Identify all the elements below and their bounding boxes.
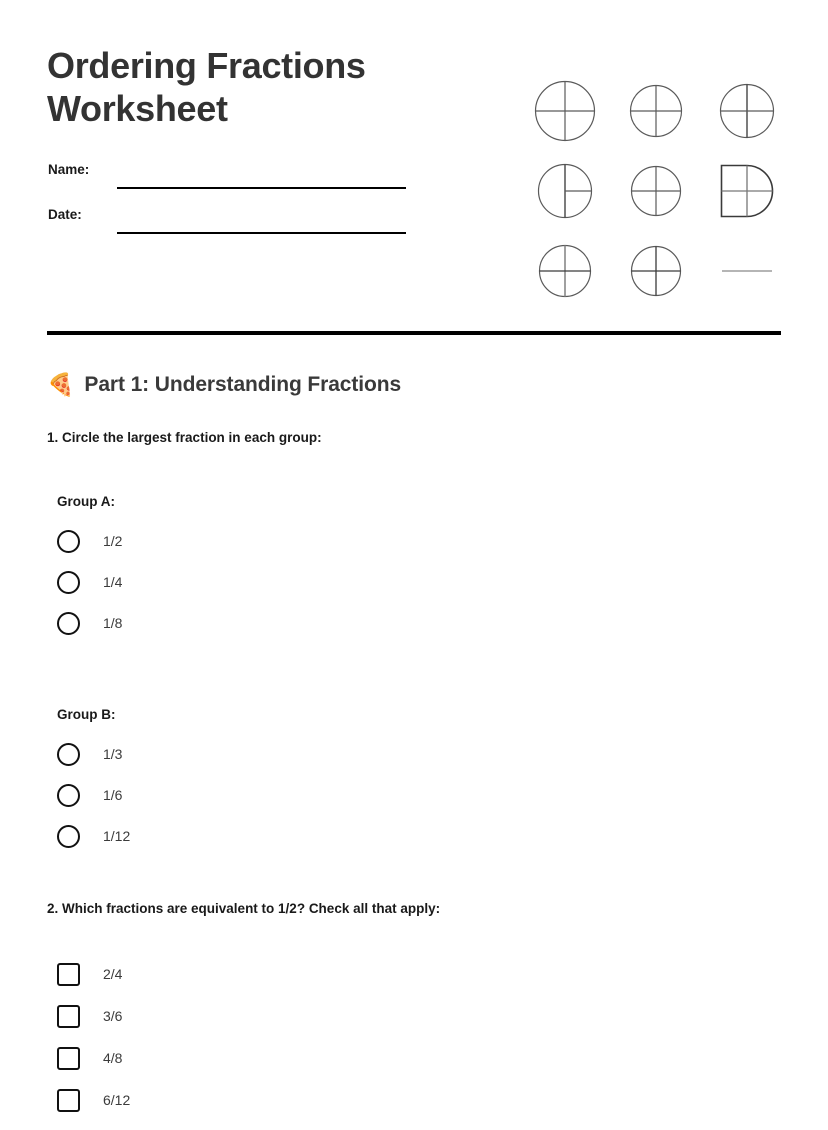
name-field-row [48, 159, 114, 181]
group-a-option-3[interactable] [57, 611, 122, 635]
radio-button-icon[interactable] [57, 784, 80, 807]
question-2-option-3-label: 4/8 [103, 1049, 123, 1066]
fraction-shape-circle-3 [716, 80, 778, 142]
question-2-option-2[interactable] [57, 1004, 130, 1028]
group-a-label: Group A: [57, 494, 115, 509]
checkbox-icon[interactable] [57, 1089, 80, 1112]
radio-button-icon[interactable] [57, 825, 80, 848]
question-1-prompt: 1. Circle the largest fraction in each group: [47, 430, 322, 445]
group-a-option-2-label: 1/4 [103, 573, 123, 590]
question-2-option-4[interactable] [57, 1088, 130, 1112]
group-a-option-1[interactable] [57, 529, 122, 553]
group-a-option-2[interactable] [57, 570, 122, 594]
part1-heading-label: Part 1: Understanding Fractions [84, 373, 402, 396]
radio-button-icon[interactable] [57, 612, 80, 635]
name-field-label: Name: [48, 162, 90, 177]
question-2-option-1[interactable] [57, 962, 130, 986]
fraction-shape-circle-2 [625, 80, 687, 142]
fraction-shape-circle-1 [534, 80, 596, 142]
group-a-option-1-label: 1/2 [103, 532, 123, 549]
question-2-options [57, 962, 130, 1130]
name-field-writing-line[interactable] [117, 187, 406, 189]
group-b-option-2[interactable] [57, 783, 130, 807]
group-b-option-3[interactable] [57, 824, 130, 848]
group-a-option-3-label: 1/8 [103, 614, 123, 631]
question-1-group-b [57, 707, 130, 848]
header-divider-rule [47, 331, 781, 335]
question-2-option-3[interactable] [57, 1046, 130, 1070]
date-field-label: Date: [48, 207, 82, 222]
fraction-shape-circle-4 [534, 160, 596, 222]
fraction-shape-circle-5 [625, 160, 687, 222]
fraction-shape-square-semicircle [716, 160, 778, 222]
fraction-shape-circle-7 [625, 240, 687, 302]
fraction-shape-circle-6 [534, 240, 596, 302]
header-left-column [47, 44, 467, 222]
checkbox-icon[interactable] [57, 963, 80, 986]
question-2-option-4-label: 6/12 [103, 1091, 131, 1108]
group-b-option-1-label: 1/3 [103, 745, 123, 762]
part1-heading [47, 373, 401, 397]
group-b-option-3-label: 1/12 [103, 827, 131, 844]
group-b-label: Group B: [57, 707, 116, 722]
group-b-option-1[interactable] [57, 742, 130, 766]
worksheet-header [47, 44, 781, 294]
radio-button-icon[interactable] [57, 571, 80, 594]
radio-button-icon[interactable] [57, 743, 80, 766]
question-2-prompt: 2. Which fractions are equivalent to 1/2? Check all that apply: [47, 901, 441, 916]
pizza-slice-icon: 🍕 [47, 372, 75, 397]
group-b-option-2-label: 1/6 [103, 786, 123, 803]
page-title: Ordering Fractions Worksheet [47, 45, 366, 130]
radio-button-icon[interactable] [57, 530, 80, 553]
fraction-shape-line [716, 240, 778, 302]
fraction-circles-decoration [531, 71, 781, 311]
checkbox-icon[interactable] [57, 1047, 80, 1070]
checkbox-icon[interactable] [57, 1005, 80, 1028]
date-field-row [48, 204, 114, 226]
question-2-option-1-label: 2/4 [103, 965, 123, 982]
date-field-writing-line[interactable] [117, 232, 406, 234]
question-2-option-2-label: 3/6 [103, 1007, 123, 1024]
question-1-group-a [57, 494, 122, 635]
